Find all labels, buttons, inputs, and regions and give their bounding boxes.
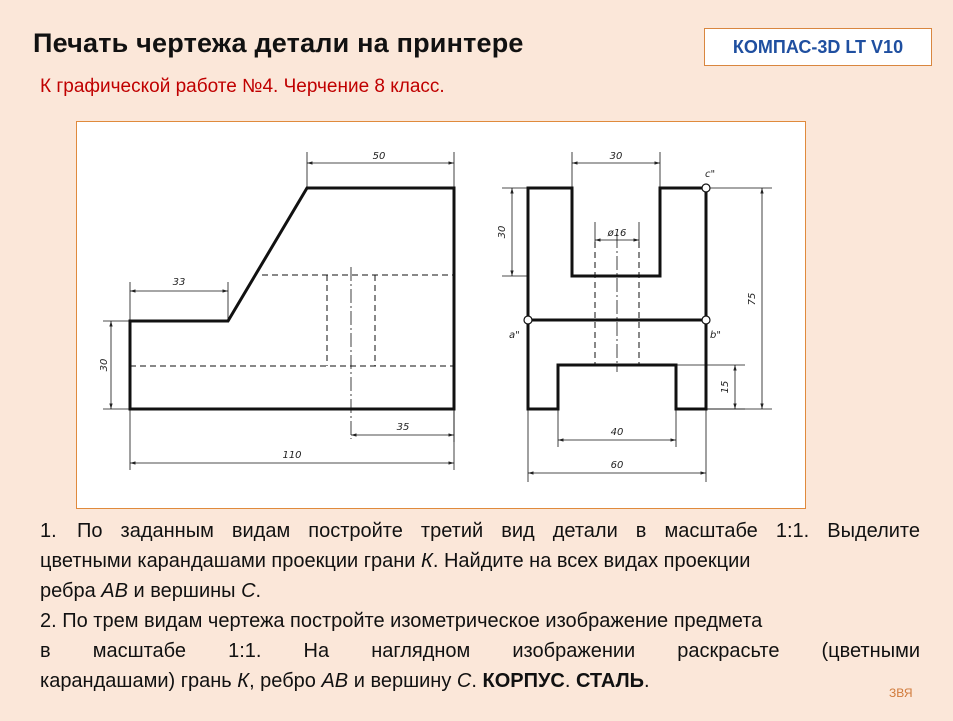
task-2-text-e: . [564,670,576,692]
task-2-line-1: 2. По трем видам чертежа постройте изометрическое изображение предмета [40,610,763,632]
task-1-text-e: и вершины [127,580,242,602]
face-k-label-2: К [237,670,250,692]
task-1-text-b: цветными карандашами проекции грани [40,550,422,572]
task-1-text-c: . Найдите на всех видах проекции [432,550,751,572]
drawing-canvas [77,122,807,510]
dim-top-width: 50 [372,151,386,162]
task-2-text-d: . [471,670,483,692]
task-2-line-3 [40,666,920,696]
vertex-a [524,316,532,324]
side-dimension-lines [512,163,762,473]
page-title: Печать чертежа детали на принтере [33,28,524,58]
task-2-text-c: и вершину [348,670,457,692]
vertex-b [702,316,710,324]
side-view [502,152,772,482]
task-1-text-d: ребра [40,580,102,602]
dim-hole-offset: 35 [396,422,410,433]
page-subtitle: К графической работе №4. Черчение 8 класс. [40,76,445,97]
task-2-text-b: , ребро [249,670,322,692]
label-point-c: c" [705,169,716,180]
dim-bottom-height: 15 [720,380,731,394]
task-2-text-a: карандашами) грань [40,670,238,692]
dim-hole-diameter: ø16 [607,228,627,239]
dim-bottom-width: 40 [610,427,624,438]
edge-ab-label: АВ [101,580,128,602]
task-1-line-3 [40,576,920,606]
part-name: КОРПУС [482,670,565,692]
front-dimension-lines [111,163,454,463]
front-outline [130,188,454,409]
vertex-c-label: С [241,580,256,602]
task-2-line-2: в масштабе 1:1. На наглядном изображении раскрасьте (цветными [40,640,920,662]
task-1-number: 1. [40,520,57,542]
edge-ab-label-2: АВ [321,670,349,692]
dim-total-height: 75 [747,292,758,306]
label-point-b: b" [710,330,721,341]
vertex-c [702,184,710,192]
dim-slot-width: 30 [609,151,623,162]
dim-step-width: 33 [172,277,186,288]
dim-step-height: 30 [99,358,110,372]
material-name: СТАЛЬ [575,670,644,692]
task-1-line-2 [40,546,920,576]
side-extension-lines [502,152,772,482]
author-initials: ЗВЯ [889,686,913,700]
task-text [40,516,920,696]
dim-total-width-side: 60 [610,460,624,471]
label-point-a: a" [509,330,520,341]
face-k-label: К [421,550,433,572]
task-1-text-a: По заданным видам постройте третий вид детали в масштабе 1:1. Выделите [77,520,920,542]
dim-total-width: 110 [282,450,302,461]
technical-drawing [76,121,806,509]
task-2-text-f: . [643,670,650,692]
vertex-c-label-2: С [456,670,472,692]
task-1-text-f: . [255,580,262,602]
software-badge: КОМПАС-3D LT V10 [704,28,932,66]
dim-slot-depth: 30 [497,225,508,239]
task-1-line-1 [40,516,920,546]
